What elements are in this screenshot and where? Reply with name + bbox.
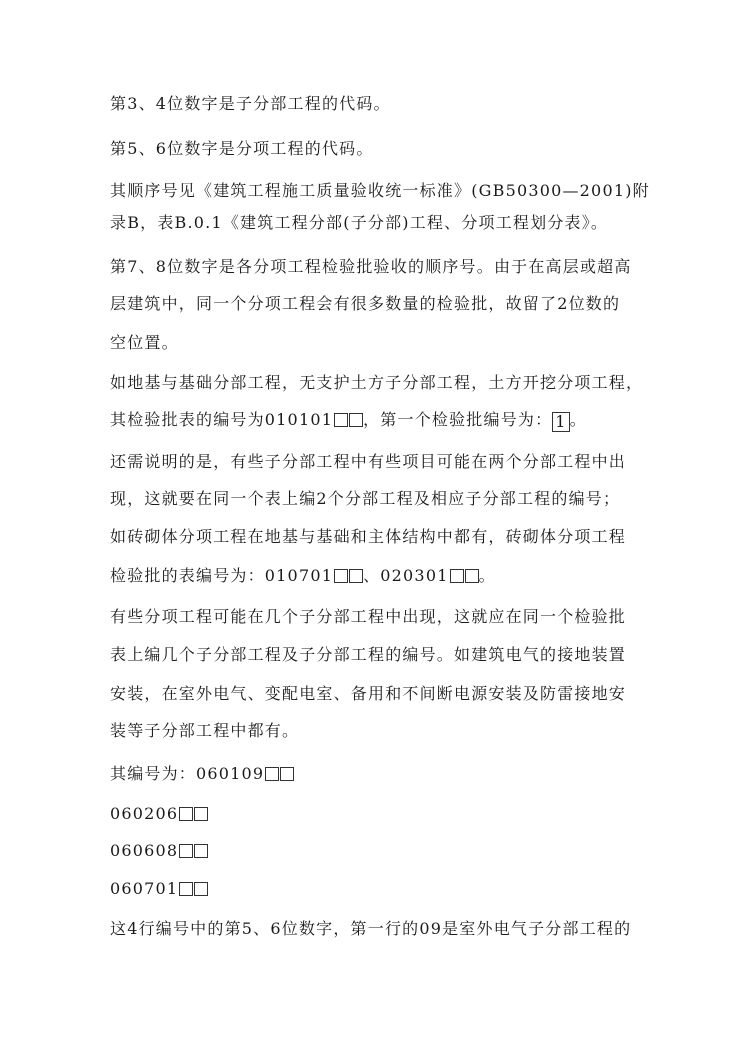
- code-box: [265, 767, 279, 781]
- code-box: [465, 569, 479, 583]
- line-text: 。: [569, 410, 587, 429]
- text-line: 第7、8位数字是各分项工程检验批验收的顺序号。由于在高层或超高: [110, 257, 632, 276]
- text-line: 其顺序号见《建筑工程施工质量验收统一标准》(GB50300—2001)附: [110, 181, 650, 200]
- code-line: [110, 878, 650, 900]
- code-text: 、020301: [363, 566, 449, 585]
- text-line: 层建筑中，同一个分项工程会有很多数量的检验批，故留了2位数的: [110, 294, 621, 313]
- code-box: [334, 413, 348, 427]
- code-line: [110, 803, 650, 825]
- code-text: 060608: [110, 841, 179, 860]
- code-text: 检验批的表编号为：010701: [110, 566, 334, 585]
- text-line: 如砖砌体分项工程在地基与基础和主体结构中都有，砖砌体分项工程: [110, 527, 627, 546]
- text-line: 第3、4位数字是子分部工程的代码。: [110, 94, 391, 113]
- code-box: [280, 767, 294, 781]
- text-line: 有些分项工程可能在几个子分部工程中出现，这就应在同一个检验批: [110, 607, 627, 626]
- text-line: 表上编几个子分部工程及子分部工程的编号。如建筑电气的接地装置: [110, 645, 627, 664]
- text-line: 空位置。: [110, 333, 179, 352]
- code-text: 060206: [110, 804, 179, 823]
- code-box: [194, 844, 208, 858]
- text-line: 如地基与基础分部工程，无支护土方子分部工程，土方开挖分项工程，: [110, 373, 644, 392]
- code-text: 060701: [110, 879, 179, 898]
- text-line: 第5、6位数字是分项工程的代码。: [110, 139, 374, 158]
- boxed-number: 1: [552, 412, 569, 432]
- text-line: 装等子分部工程中都有。: [110, 721, 300, 740]
- text-line: 这4行编号中的第5、6位数字，第一行的09是室外电气子分部工程的: [110, 919, 632, 938]
- code-line: [110, 840, 650, 862]
- line-text: 。: [478, 566, 496, 585]
- code-box: [179, 807, 193, 821]
- code-text: 其编号为：060109: [110, 764, 265, 783]
- text-line: [110, 409, 650, 432]
- code-box: [179, 844, 193, 858]
- line-text: ，第一个检验批编号为：: [363, 410, 553, 429]
- code-box: [450, 569, 464, 583]
- code-box: [194, 807, 208, 821]
- code-box: [349, 569, 363, 583]
- code-box: [179, 882, 193, 896]
- text-line: 现，这就要在同一个表上编2个分部工程及相应子分部工程的编号；: [110, 489, 621, 508]
- text-line: [110, 565, 650, 587]
- text-line: 安装，在室外电气、变配电室、备用和不间断电源安装及防雷接地安: [110, 684, 627, 703]
- text-line: 录B，表B.0.1《建筑工程分部(子分部)工程、分项工程划分表》。: [110, 213, 609, 232]
- text-line: 还需说明的是，有些子分部工程中有些项目可能在两个分部工程中出: [110, 452, 627, 471]
- code-box: [349, 413, 363, 427]
- code-box: [334, 569, 348, 583]
- code-text: 其检验批表的编号为010101: [110, 410, 334, 429]
- code-box: [194, 882, 208, 896]
- code-line: [110, 763, 650, 785]
